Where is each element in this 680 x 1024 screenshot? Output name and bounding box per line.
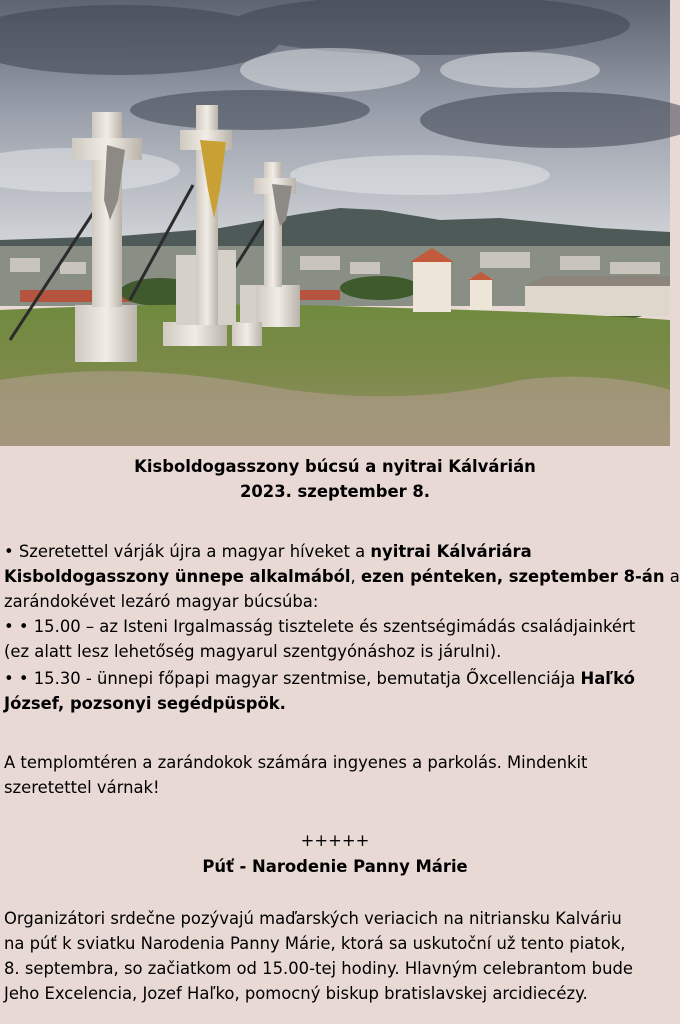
- announcement-text: [0, 446, 680, 1024]
- hu-parking-line1: A templomtéren a zarándokok számára ingyenes a parkolás. Mindenkit: [4, 753, 588, 772]
- hu-paragraph1-line1: • Szeretettel várják újra a magyar híveket a nyitrai Kálváriára: [4, 542, 532, 561]
- hu-item1-line2: (ez alatt lesz lehetőség magyarul szentgyónáshoz is járulni).: [4, 642, 502, 661]
- hu-paragraph1-line3: zarándokévet lezáró magyar búcsúba:: [4, 592, 319, 611]
- hu-item2-line2: József, pozsonyi segédpüspök.: [4, 694, 286, 713]
- hu-item1-line1: • • 15.00 – az Isteni Irgalmasság tisztelete és szentségimádás családjainkért: [4, 617, 636, 636]
- separator: +++++: [300, 831, 370, 850]
- calvary-photo: [0, 0, 670, 446]
- hu-parking-line2: szeretettel várnak!: [4, 778, 160, 797]
- hu-paragraph1-line2: Kisboldogasszony ünnepe alkalmából, ezen pénteken, szeptember 8-án a: [4, 567, 680, 586]
- sk-line3: 8. septembra, so začiatkom od 15.00-tej hodiny. Hlavným celebrantom bude: [4, 959, 633, 978]
- hu-title-line2: 2023. szeptember 8.: [240, 482, 430, 501]
- sk-line2: na púť k sviatku Narodenia Panny Márie, ktorá sa uskutoční už tento piatok,: [4, 934, 626, 953]
- hu-title-line1: Kisboldogasszony búcsú a nyitrai Kálvárián: [134, 457, 536, 476]
- sk-line4: Jeho Excelencia, Jozef Haľko, pomocný biskup bratislavskej arcidiecézy.: [4, 984, 588, 1003]
- sk-title: Púť - Narodenie Panny Márie: [202, 857, 468, 876]
- hu-item2-line1: • • 15.30 - ünnepi főpapi magyar szentmise, bemutatja Őxcellenciája Haľkó: [4, 669, 635, 688]
- sk-line1: Organizátori srdečne pozývajú maďarských veriacich na nitriansku Kalváriu: [4, 909, 622, 928]
